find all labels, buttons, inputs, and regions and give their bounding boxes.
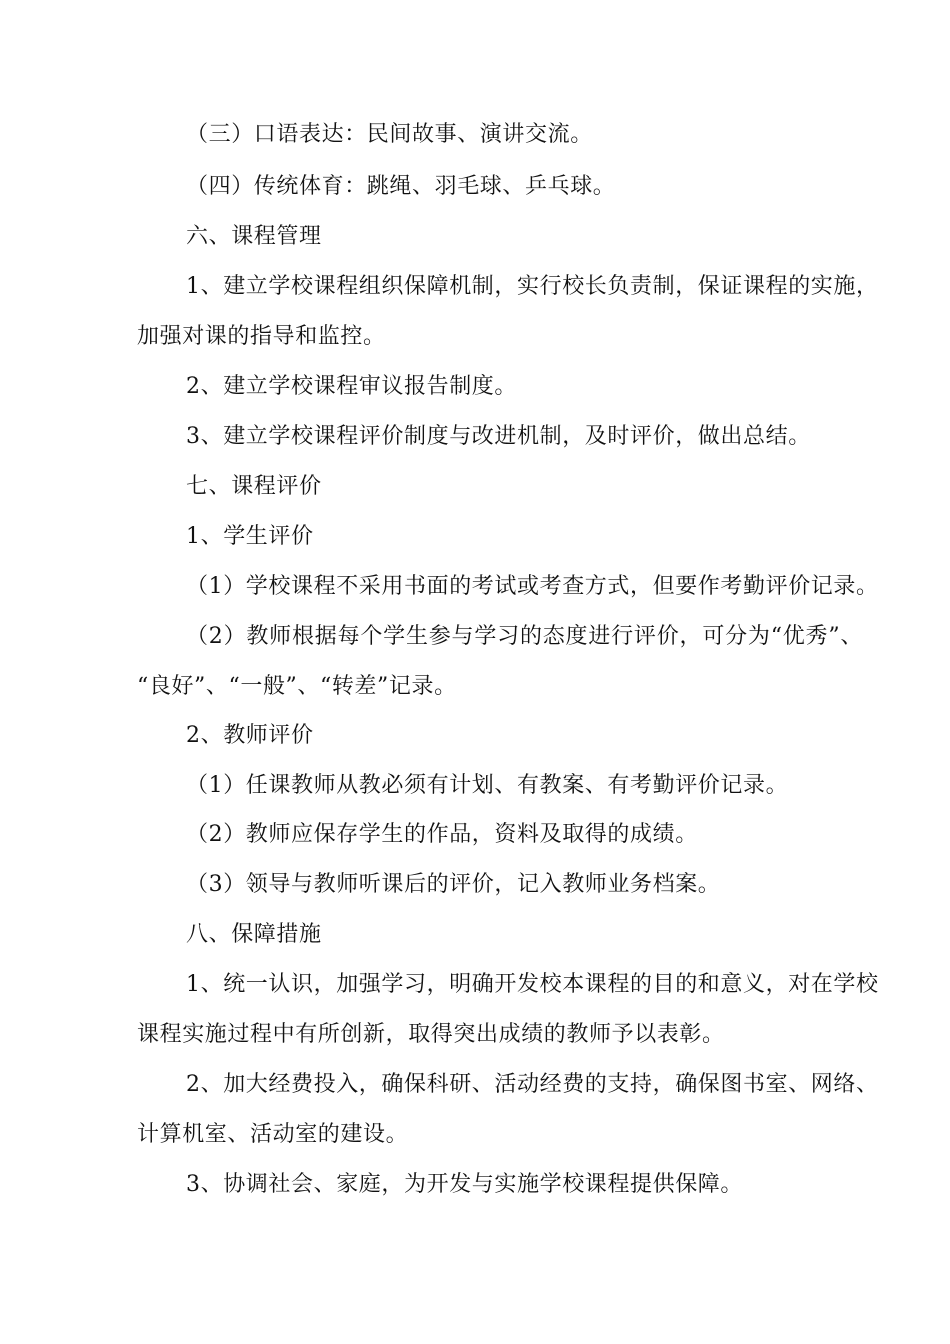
text-line: 3、协调社会、家庭，为开发与实施学校课程提供保障。: [186, 1172, 743, 1197]
section-heading: 七、课程评价: [186, 474, 322, 499]
text-line: 1、统一认识，加强学习，明确开发校本课程的目的和意义，对在学校: [186, 972, 879, 997]
text-line: 1、建立学校课程组织保障机制，实行校长负责制，保证课程的实施，: [186, 274, 879, 299]
subsection-heading: 2、教师评价: [186, 723, 314, 748]
section-heading: 六、课程管理: [186, 224, 322, 249]
text-line: （2）教师根据每个学生参与学习的态度进行评价，可分为“优秀”、: [186, 624, 863, 649]
text-line: （2）教师应保存学生的作品，资料及取得的成绩。: [186, 822, 698, 847]
subsection-heading: 1、学生评价: [186, 524, 314, 549]
text-line: 加强对课的指导和监控。: [137, 324, 386, 349]
text-line: （1）学校课程不采用书面的考试或考查方式，但要作考勤评价记录。: [186, 574, 879, 599]
text-line: 3、建立学校课程评价制度与改进机制，及时评价，做出总结。: [186, 424, 811, 449]
text-line: 课程实施过程中有所创新，取得突出成绩的教师予以表彰。: [137, 1022, 725, 1047]
text-line: 2、建立学校课程审议报告制度。: [186, 374, 517, 399]
text-line: “良好”、“一般”、“转差”记录。: [137, 674, 457, 699]
text-line: （三）口语表达：民间故事、演讲交流。: [186, 122, 593, 147]
text-line: （1）任课教师从教必须有计划、有教案、有考勤评价记录。: [186, 773, 789, 798]
text-line: 计算机室、活动室的建设。: [137, 1122, 409, 1147]
text-line: （3）领导与教师听课后的评价，记入教师业务档案。: [186, 872, 721, 897]
section-heading: 八、保障措施: [186, 922, 322, 947]
text-line: 2、加大经费投入，确保科研、活动经费的支持，确保图书室、网络、: [186, 1072, 879, 1097]
text-line: （四）传统体育：跳绳、羽毛球、乒乓球。: [186, 174, 616, 199]
